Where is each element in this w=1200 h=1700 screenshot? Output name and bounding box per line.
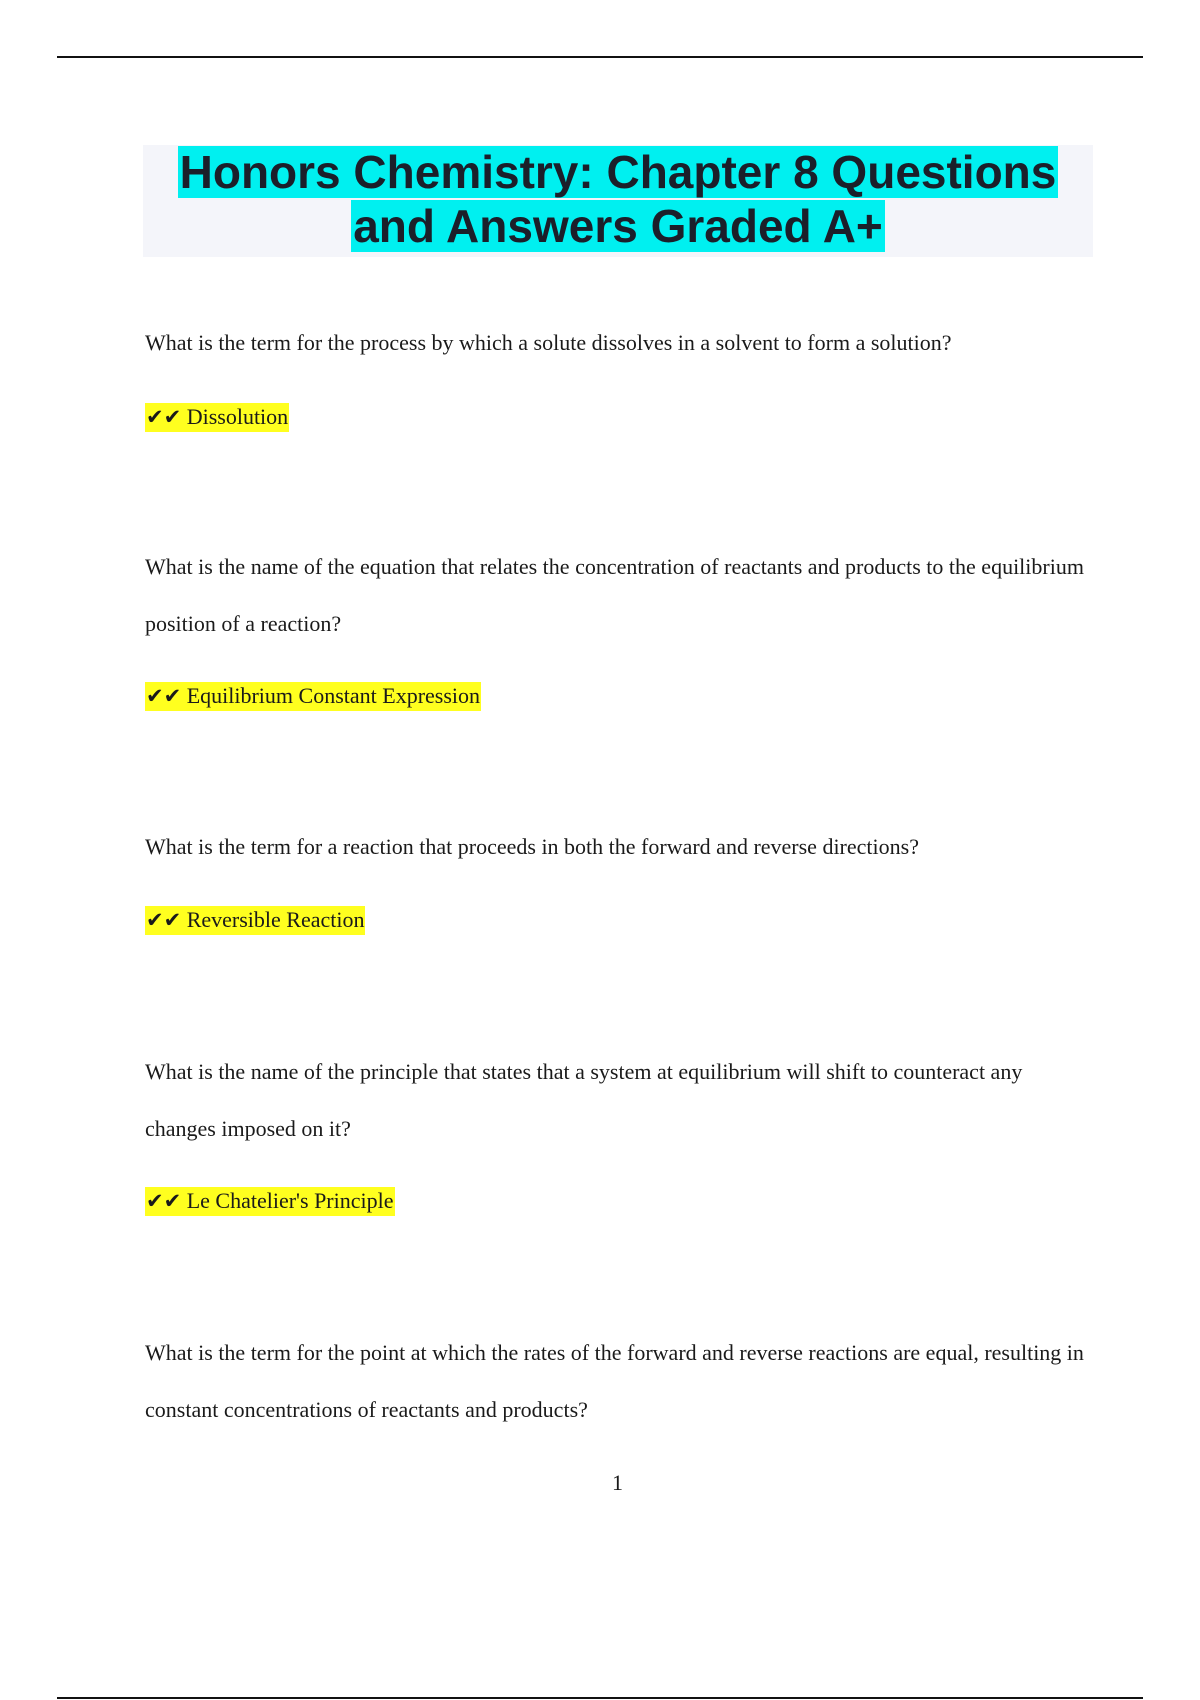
question-2: What is the name of the equation that relates the concentration of reactants and products to the equilibrium position of a reaction? bbox=[145, 554, 1084, 636]
answer-1 bbox=[145, 401, 289, 433]
answer-text: Le Chatelier's Principle bbox=[186, 1188, 394, 1213]
bottom-rule bbox=[57, 1697, 1143, 1699]
answer-text: Reversible Reaction bbox=[186, 907, 365, 932]
top-rule bbox=[57, 56, 1143, 58]
question-3: What is the term for a reaction that proceeds in both the forward and reverse directions? bbox=[145, 834, 919, 859]
check-icon: ✔✔ bbox=[146, 908, 182, 932]
answer-4 bbox=[145, 1185, 395, 1217]
answer-text: Equilibrium Constant Expression bbox=[186, 683, 481, 708]
question-5: What is the term for the point at which the rates of the forward and reverse reactions are equal, resulting in constant concentrations of reactants and products? bbox=[145, 1340, 1084, 1422]
answer-highlight bbox=[145, 1187, 395, 1216]
answer-2 bbox=[145, 680, 481, 712]
answer-highlight bbox=[145, 906, 365, 935]
check-icon: ✔✔ bbox=[146, 684, 182, 708]
answer-text: Dissolution bbox=[186, 404, 289, 429]
title-line-2: and Answers Graded A+ bbox=[353, 200, 883, 252]
question-1: What is the term for the process by which a solute dissolves in a solvent to form a solution? bbox=[145, 330, 952, 355]
document-title bbox=[143, 145, 1093, 253]
question-4: What is the name of the principle that states that a system at equilibrium will shift to counteract any changes imposed on it? bbox=[145, 1059, 1023, 1141]
title-line-1: Honors Chemistry: Chapter 8 Questions bbox=[179, 146, 1057, 198]
answer-3 bbox=[145, 904, 365, 936]
check-icon: ✔✔ bbox=[146, 1189, 182, 1213]
page-number: 1 bbox=[612, 1470, 623, 1495]
answer-highlight bbox=[145, 403, 289, 432]
check-icon: ✔✔ bbox=[146, 405, 182, 429]
answer-highlight bbox=[145, 682, 481, 711]
title-block bbox=[143, 145, 1093, 257]
